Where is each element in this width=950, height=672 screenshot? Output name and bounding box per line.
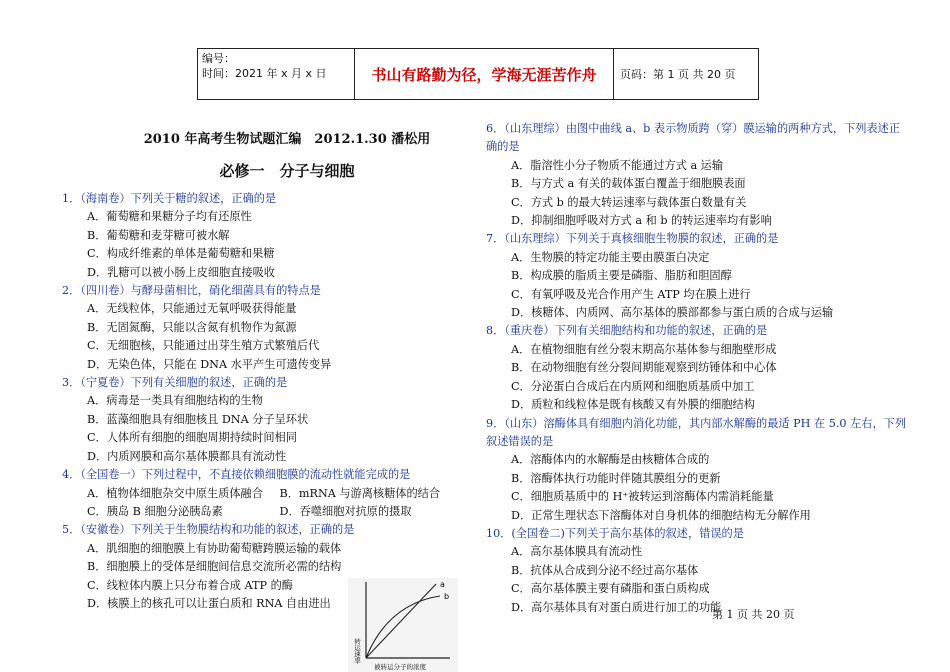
page-label: 页码：第 1 页 共 20 页: [620, 68, 736, 81]
question-stem: 6．（山东理综）由图中曲线 a、b 表示物质跨（穿）膜运输的两种方式，下列表述正确的是: [486, 122, 901, 154]
option: B．无固氮酶，只能以含氮有机物作为氮源: [87, 320, 297, 334]
option: C．构成纤维素的单体是葡萄糖和果糖: [87, 247, 275, 261]
option: A．葡萄糖和果糖分子均有还原性: [87, 210, 252, 224]
doc-title: 2010 年高考生物试题汇编 2012.1.30 潘松用: [143, 132, 431, 147]
option: C．有氧呼吸及光合作用产生 ATP 均在膜上进行: [511, 287, 751, 301]
option: A．肌细胞的细胞膜上有协助葡萄糖跨膜运输的载体: [87, 541, 342, 555]
question-stem: 9．（山东）溶酶体具有细胞内消化功能，其内部水解酶的最适 PH 在 5.0 左右，下列叙述错误的是: [486, 416, 907, 448]
curve-b-label: b: [444, 592, 450, 601]
question-block: [62, 282, 472, 374]
time-label: 时间：2021 年 x 月 x 日: [202, 67, 327, 80]
question-4: [62, 466, 472, 521]
option: B．mRNA 与游离核糖体的结合: [279, 486, 441, 500]
option-row: [62, 503, 472, 521]
question-stem: 3．（宁夏卷）下列有关细胞的叙述，正确的是: [62, 376, 288, 390]
option: A．溶酶体内的水解酶是由核糖体合成的: [511, 453, 710, 467]
option: B．构成膜的脂质主要是磷脂、脂肪和胆固醇: [511, 269, 732, 283]
option: D．抑制细胞呼吸对方式 a 和 b 的转运速率均有影响: [511, 214, 772, 228]
question-stem: 10．(全国卷二)下列关于高尔基体的叙述，错误的是: [486, 526, 744, 540]
graph-xlabel: 被转运分子的浓度: [374, 663, 426, 671]
option: B．在动物细胞有丝分裂间期能观察到纺锤体和中心体: [511, 361, 777, 375]
option: D．质粒和线粒体是既有核酸又有外膜的细胞结构: [511, 398, 755, 412]
option: D．核膜上的核孔可以让蛋白质和 RNA 自由进出: [87, 596, 331, 610]
header-table: [197, 48, 759, 100]
transport-rate-graph: [348, 578, 458, 672]
question-stem: 2．（四川卷）与酵母菌相比，硝化细菌具有的特点是: [62, 284, 321, 298]
option: C．高尔基体膜主要有磷脂和蛋白质构成: [511, 582, 710, 596]
option: C．胰岛 B 细胞分泌胰岛素: [87, 504, 223, 518]
option: D．高尔基体具有对蛋白质进行加工的功能: [511, 600, 722, 614]
right-column: [486, 120, 906, 617]
question-stem: 1．（海南卷）下列关于糖的叙述，正确的是: [62, 192, 277, 205]
option: A．高尔基体膜具有流动性: [511, 545, 643, 559]
option: D．核糖体、内质网、高尔基体的膜部都参与蛋白质的合成与运输: [511, 306, 834, 320]
question-stem: 7．（山东理综）下列关于真核细胞生物膜的叙述，正确的是: [486, 232, 779, 246]
option: D．正常生理状态下溶酶体对自身机体的细胞结构无分解作用: [511, 508, 811, 522]
graph-ylabel: 转运速率: [353, 638, 361, 664]
option: B．蓝藻细胞具有细胞核且 DNA 分子呈环状: [87, 412, 309, 426]
option: A．生物膜的特定功能主要由膜蛋白决定: [511, 250, 710, 264]
option: D．内质网膜和高尔基体膜都具有流动性: [87, 449, 287, 463]
option: C．无细胞核，只能通过出芽生殖方式繁殖后代: [87, 339, 320, 353]
question-block: [62, 374, 472, 466]
left-question-list: [62, 190, 472, 466]
option: C．分泌蛋白合成后在内质网和细胞质基质中加工: [511, 379, 755, 393]
option: A．病毒是一类具有细胞结构的生物: [87, 394, 263, 408]
option: B．溶酶体执行功能时伴随其膜组分的更新: [511, 471, 721, 485]
option: B．与方式 a 有关的载体蛋白覆盖于细胞膜表面: [511, 177, 746, 191]
question-block: [62, 190, 472, 282]
question-block: [486, 322, 906, 414]
option: C．线粒体内膜上只分布着合成 ATP 的酶: [87, 578, 293, 592]
option: A．在植物细胞有丝分裂末期高尔基体参与细胞壁形成: [511, 342, 777, 356]
option: B．细胞膜上的受体是细胞间信息交流所必需的结构: [87, 560, 342, 574]
motto: 书山有路勤为径，学海无涯苦作舟: [355, 49, 614, 99]
option: B．抗体从合成到分泌不经过高尔基体: [511, 563, 699, 577]
curve-a-label: a: [440, 580, 445, 589]
doc-subtitle: 必修一 分子与细胞: [219, 162, 355, 180]
option-row: [62, 485, 472, 503]
option: A．无线粒体，只能通过无氧呼吸获得能量: [87, 302, 297, 316]
option: A．脂溶性小分子物质不能通过方式 a 运输: [511, 158, 724, 172]
question-block: [486, 415, 906, 525]
question-block: [486, 230, 906, 322]
page-footer: 第 1 页 共 20 页: [712, 608, 795, 621]
question-stem: 5．（安徽卷）下列关于生物膜结构和功能的叙述，正确的是: [62, 523, 355, 537]
question-stem: 8．（重庆卷）下列有关细胞结构和功能的叙述，正确的是: [486, 324, 768, 338]
left-column: [62, 190, 472, 613]
option: D．乳糖可以被小肠上皮细胞直接吸收: [87, 265, 275, 279]
option: C．人体所有细胞的细胞周期持续时间相同: [87, 431, 297, 445]
option: D．吞噬细胞对抗原的摄取: [279, 504, 412, 518]
option: D．无染色体，只能在 DNA 水平产生可遗传变异: [87, 357, 332, 371]
question-stem: 4．（全国卷一）下列过程中，不直接依赖细胞膜的流动性就能完成的是: [62, 468, 411, 482]
option: A．植物体细胞杂交中原生质体融合: [87, 486, 263, 500]
option: C．方式 b 的最大转运速率与载体蛋白数量有关: [511, 195, 747, 209]
option: B．葡萄糖和麦芽糖可被水解: [87, 228, 230, 242]
question-block: [486, 525, 906, 617]
header-meta: [198, 49, 355, 99]
option: C．细胞质基质中的 H⁺被转运到溶酶体内需消耗能量: [511, 490, 774, 504]
question-block: [486, 120, 906, 230]
number-label: 编号：: [202, 52, 235, 65]
